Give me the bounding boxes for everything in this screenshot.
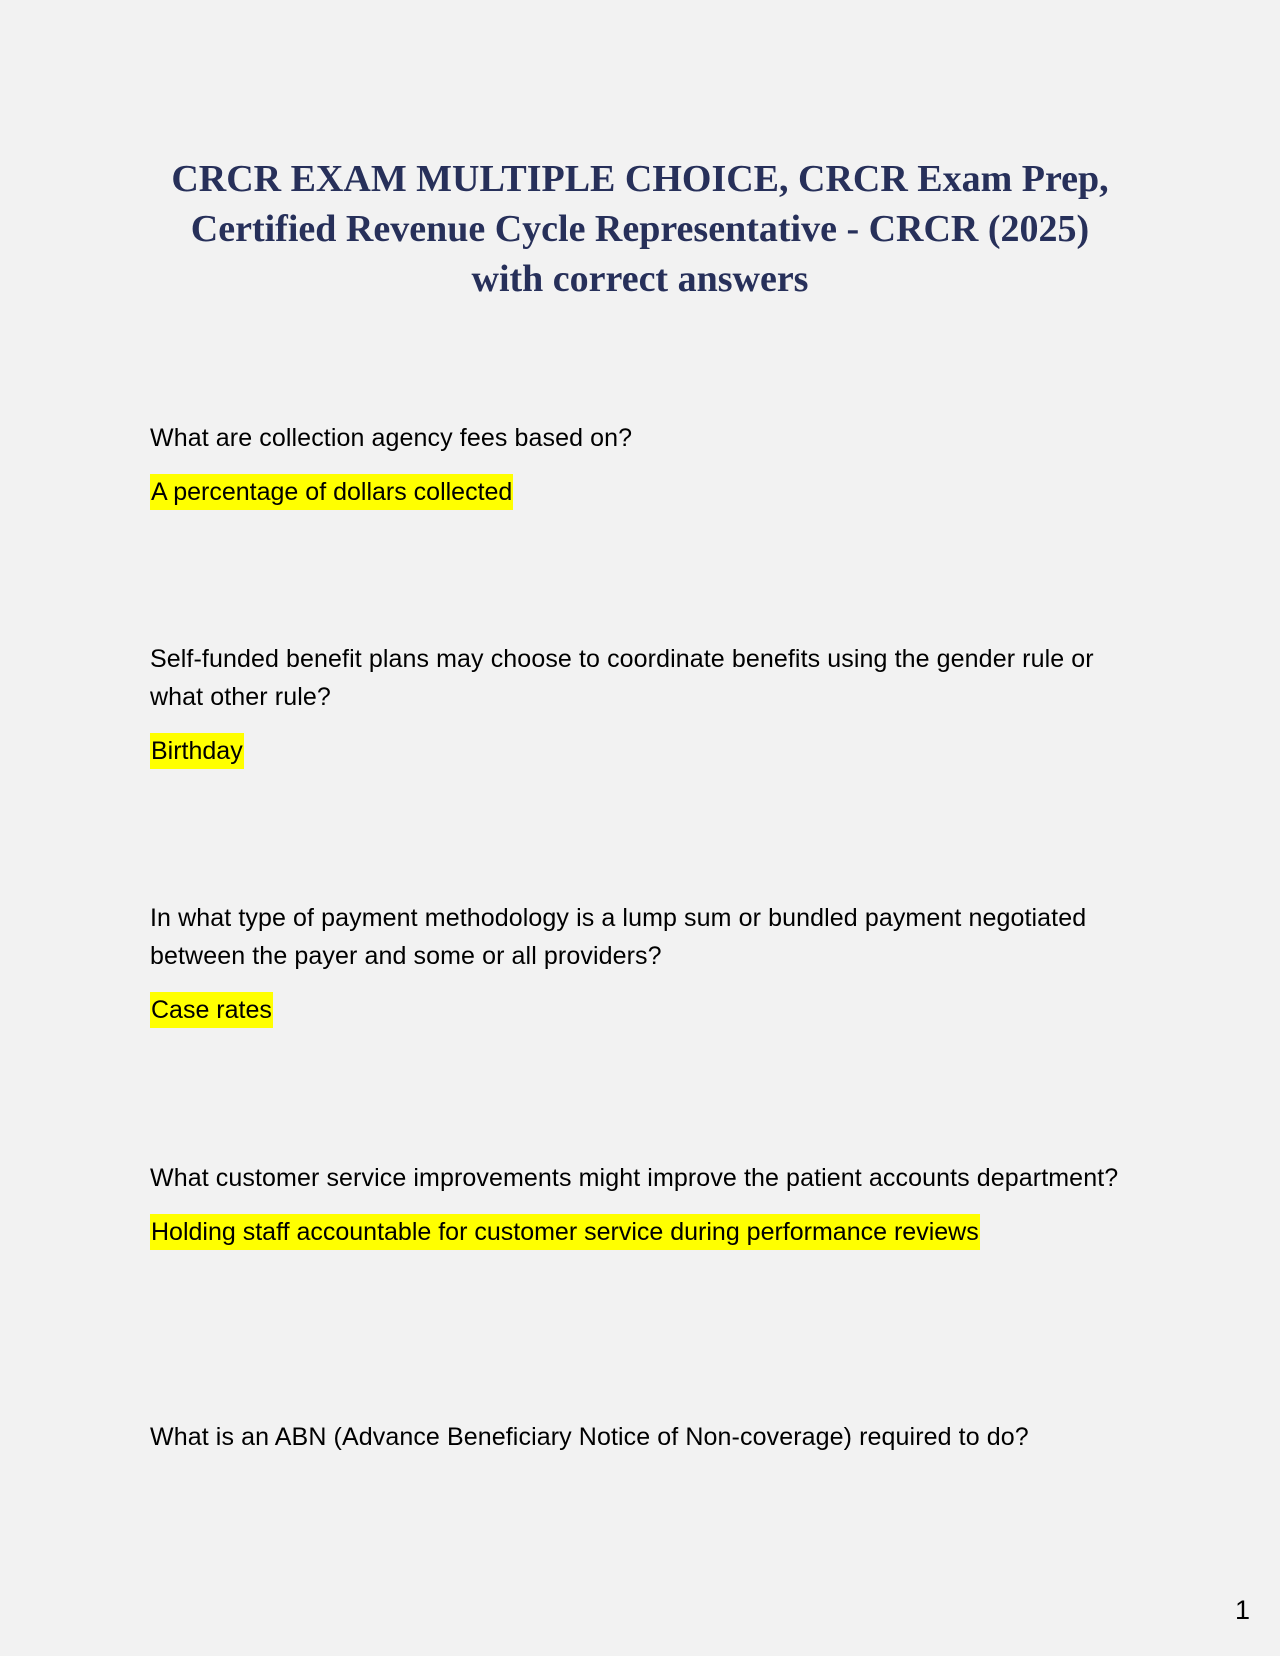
qa-item-4 <box>150 1159 1140 1250</box>
title-line: Certified Revenue Cycle Representative - CRCR (2025) <box>190 208 1090 250</box>
title-line: CRCR EXAM MULTIPLE CHOICE, CRCR Exam Prep, <box>171 158 1109 200</box>
question-text: What are collection agency fees based on? <box>150 424 633 452</box>
question-text: In what type of payment methodology is a lump sum or bundled payment negotiated between the payer and some or all providers? <box>150 904 1087 970</box>
qa-item-2 <box>150 640 1140 769</box>
qa-item-3 <box>150 899 1140 1028</box>
qa-item-5 <box>150 1418 1140 1456</box>
question-text: What customer service improvements might improve the patient accounts department? <box>150 1164 1119 1192</box>
question-text: What is an ABN (Advance Beneficiary Notice of Non-coverage) required to do? <box>150 1423 1029 1451</box>
page-number: 1 <box>1234 1595 1250 1625</box>
document-title <box>120 154 1160 304</box>
highlighted-answer: A percentage of dollars collected <box>150 474 513 510</box>
highlighted-answer: Birthday <box>150 733 244 769</box>
highlighted-answer: Case rates <box>150 992 273 1028</box>
question-text: Self-funded benefit plans may choose to coordinate benefits using the gender rule or what other rule? <box>150 645 1094 711</box>
highlighted-answer: Holding staff accountable for customer service during performance reviews <box>150 1214 980 1250</box>
title-line: with correct answers <box>471 258 809 300</box>
qa-item-1 <box>150 419 1140 510</box>
